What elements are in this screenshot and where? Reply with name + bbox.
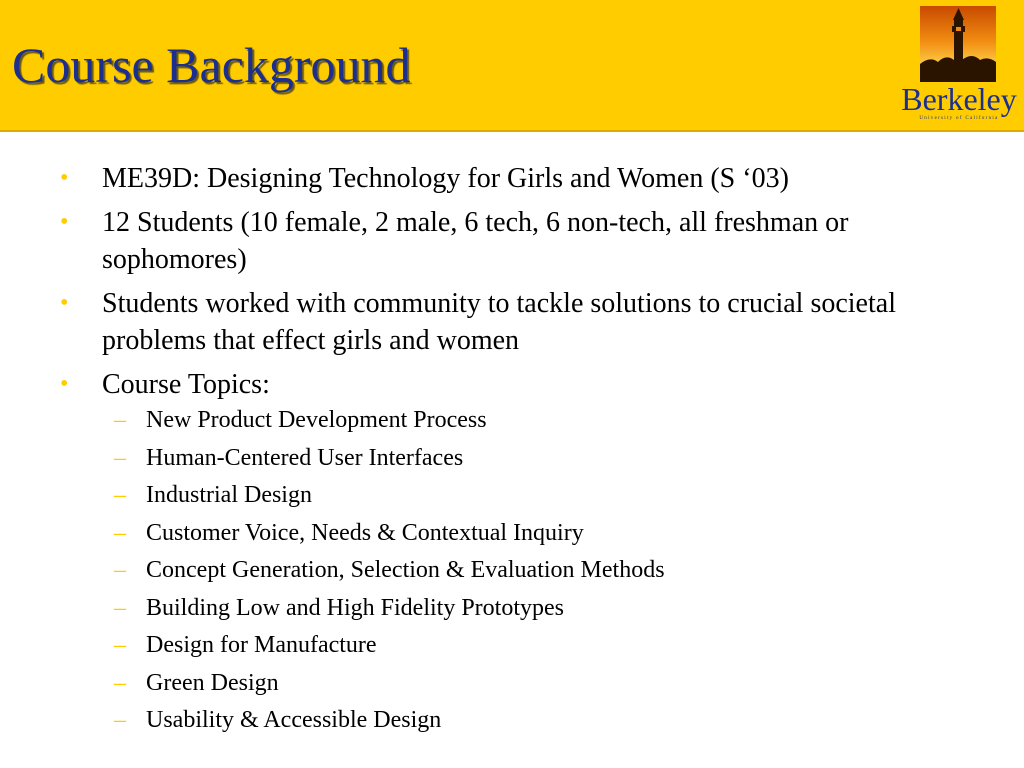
slide-title: Course Background xyxy=(12,37,411,93)
berkeley-logo xyxy=(896,4,1022,126)
bullet-marker: • xyxy=(60,209,69,235)
topic-text: Customer Voice, Needs & Contextual Inquiry xyxy=(146,519,584,546)
topic-item xyxy=(0,518,1024,548)
topic-text: Design for Manufacture xyxy=(146,632,377,658)
bullet-list xyxy=(0,160,1024,403)
bullet-item xyxy=(0,160,1024,197)
topic-item xyxy=(0,593,1024,623)
sub-bullet-marker: – xyxy=(114,557,126,583)
bullet-marker: • xyxy=(60,290,69,316)
topic-text: Green Design xyxy=(146,669,279,696)
sub-bullet-marker: – xyxy=(114,632,126,658)
bullet-item-course-topics xyxy=(0,366,1024,403)
topic-text: Industrial Design xyxy=(146,482,312,508)
sub-bullet-marker: – xyxy=(114,407,126,433)
sub-bullet-marker: – xyxy=(114,594,126,621)
slide-body xyxy=(0,160,1024,743)
topic-item xyxy=(0,630,1024,660)
sub-bullet-marker: – xyxy=(114,482,126,508)
campanile-photo-icon xyxy=(920,6,996,82)
bullet-text: 12 Students (10 female, 2 male, 6 tech, 6 non-tech, all freshman or sophomores) xyxy=(102,207,849,275)
bullet-item xyxy=(0,285,1024,359)
topic-text: Building Low and High Fidelity Prototypes xyxy=(146,594,564,621)
bullet-text: Students worked with community to tackle solutions to crucial societal problems that effect girls and women xyxy=(102,288,896,356)
topic-item xyxy=(0,480,1024,510)
topic-text: Concept Generation, Selection & Evaluation Methods xyxy=(146,557,665,583)
topic-item xyxy=(0,443,1024,473)
logo-subtitle: University of California xyxy=(919,116,999,121)
logo-wordmark: Berkeley xyxy=(901,81,1017,117)
topic-item xyxy=(0,668,1024,698)
bullet-marker: • xyxy=(60,371,69,397)
sub-bullet-marker: – xyxy=(114,707,126,733)
topic-text: New Product Development Process xyxy=(146,407,487,433)
course-topics-list xyxy=(0,405,1024,735)
topic-text: Human-Centered User Interfaces xyxy=(146,444,464,471)
sub-bullet-marker: – xyxy=(114,669,126,696)
topic-item xyxy=(0,705,1024,735)
bullet-text: ME39D: Designing Technology for Girls and Women (S ‘03) xyxy=(102,163,789,194)
bullet-text: Course Topics: xyxy=(102,369,270,400)
bullet-marker: • xyxy=(60,165,69,191)
topic-item xyxy=(0,405,1024,435)
bullet-item xyxy=(0,204,1024,278)
header-bar xyxy=(0,0,1024,132)
topic-item xyxy=(0,555,1024,585)
topic-text: Usability & Accessible Design xyxy=(146,707,442,733)
sub-bullet-marker: – xyxy=(114,519,126,546)
sub-bullet-marker: – xyxy=(114,444,126,471)
